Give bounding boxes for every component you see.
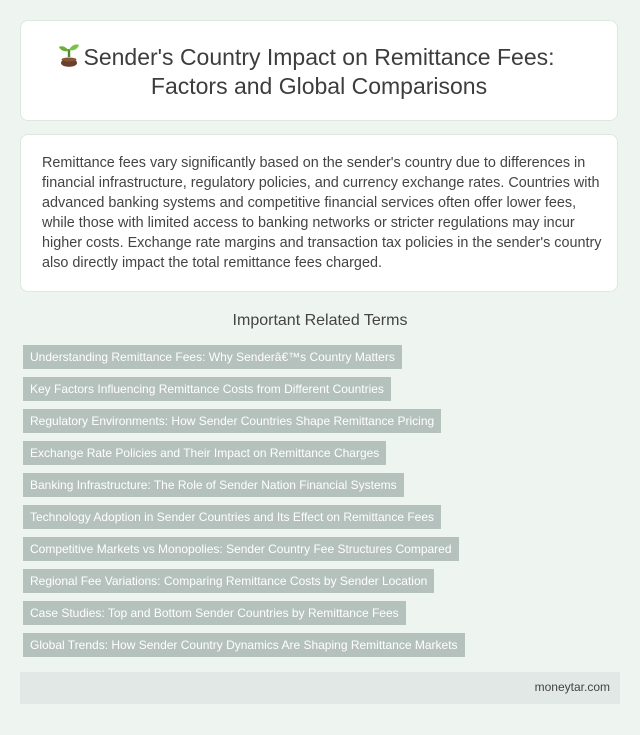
related-term-link[interactable]: Technology Adoption in Sender Countries and Its Effect on Remittance Fees — [23, 505, 441, 529]
footer-site-link[interactable]: moneytar.com — [534, 680, 610, 694]
related-term-link[interactable]: Case Studies: Top and Bottom Sender Countries by Remittance Fees — [23, 601, 406, 625]
related-term-link[interactable]: Regional Fee Variations: Comparing Remittance Costs by Sender Location — [23, 569, 434, 593]
title-card — [20, 20, 618, 121]
title-line-2: Factors and Global Comparisons — [150, 73, 488, 99]
footer — [20, 672, 620, 704]
page-title — [21, 43, 617, 101]
title-line-1: Sender's Country Impact on Remittance Fees: — [83, 44, 555, 70]
description-text: Remittance fees vary significantly based on the sender's country due to differences in financial infrastructure, regulatory policies, and currency exchange rates. Countries with advanced banking systems and competitive financial services often offer lower fees, while those with limited access to banking networks or stricter regulations may incur higher costs. Exchange rate margins and transaction tax policies in the sender's country also directly impact the total remittance fees charged. — [42, 155, 602, 271]
description-card — [20, 134, 618, 292]
related-term-link[interactable]: Global Trends: How Sender Country Dynamics Are Shaping Remittance Markets — [23, 633, 465, 657]
related-term-link[interactable]: Understanding Remittance Fees: Why Senderâ€™s Country Matters — [23, 345, 402, 369]
related-term-link[interactable]: Banking Infrastructure: The Role of Sender Nation Financial Systems — [23, 473, 404, 497]
related-term-link[interactable]: Exchange Rate Policies and Their Impact on Remittance Charges — [23, 441, 386, 465]
related-term-link[interactable]: Competitive Markets vs Monopolies: Sender Country Fee Structures Compared — [23, 537, 459, 561]
related-terms-list — [23, 345, 465, 665]
related-term-link[interactable]: Key Factors Influencing Remittance Costs from Different Countries — [23, 377, 391, 401]
related-term-link[interactable]: Regulatory Environments: How Sender Countries Shape Remittance Pricing — [23, 409, 441, 433]
related-terms-heading: Important Related Terms — [232, 312, 408, 329]
